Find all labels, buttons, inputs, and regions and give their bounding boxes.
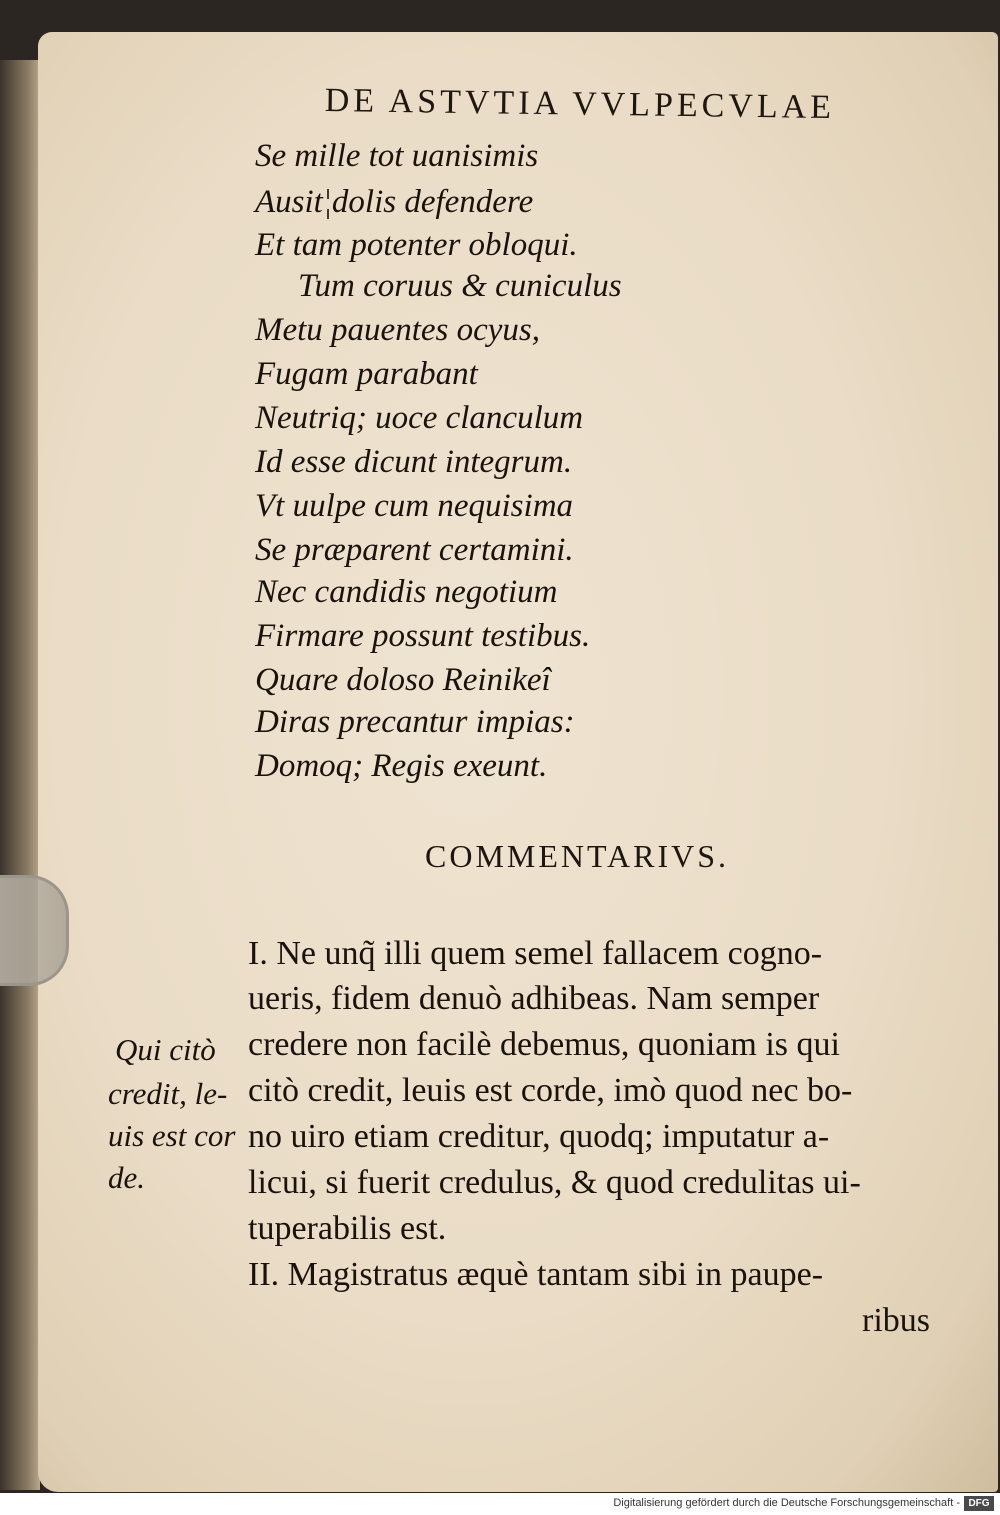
page-block-edge: [0, 60, 40, 1490]
commentary-line: I. Ne unq̃ illi quem semel fallacem cogno-: [248, 935, 823, 972]
verse-line: Domoq; Regis exeunt.: [255, 748, 548, 784]
dfg-logo: DFG: [964, 1496, 994, 1511]
verse-line: Se mille tot uanisimis: [255, 138, 539, 174]
commentary-line: no uiro etiam creditur, quodq; imputatur a-: [248, 1118, 830, 1155]
verse-line: Quare doloso Reinikeî: [255, 662, 551, 698]
verse-line: Metu pauentes ocyus,: [255, 312, 540, 348]
marginal-note-line: uis est cor: [108, 1118, 236, 1153]
verse-line: Neutriq; uoce clanculum: [255, 400, 584, 436]
verse-line: Id esse dicunt integrum.: [255, 444, 573, 480]
commentary-line: licui, si fuerit credulus, & quod credulitas ui-: [248, 1164, 861, 1201]
verse-line: Vt uulpe cum nequisima: [255, 488, 574, 524]
commentary-line: citò credit, leuis est corde, imò quod nec bo-: [248, 1072, 853, 1109]
catchword: ribus: [862, 1302, 930, 1339]
verse-line: Nec candidis negotium: [255, 574, 558, 610]
verse-line: Fugam parabant: [255, 356, 478, 392]
commentary-heading: COMMENTARIVS.: [425, 838, 730, 874]
verse-line: Et tam potenter obloqui.: [255, 227, 578, 263]
verse-line: Firmare possunt testibus.: [255, 618, 591, 654]
marginal-note-line: de.: [108, 1160, 146, 1195]
marginal-note-line: Qui citò: [115, 1032, 216, 1067]
verse-line: Se præparent certamini.: [255, 532, 574, 568]
verse-line: Tum coruus & cuniculus: [298, 268, 622, 304]
marginal-note-line: credit, le-: [108, 1076, 228, 1111]
commentary-line: II. Magistratus æquè tantam sibi in paupe-: [248, 1256, 824, 1293]
verse-line: Ausit¦dolis defendere: [255, 184, 534, 220]
commentary-line: ueris, fidem denuò adhibeas. Nam semper: [248, 980, 820, 1017]
running-head: DE ASTVTIA VVLPECVLAE: [324, 82, 836, 127]
commentary-line: tuperabilis est.: [248, 1210, 447, 1247]
commentary-line: credere non facilè debemus, quoniam is qui: [248, 1026, 840, 1063]
digitization-footer: [0, 1493, 1000, 1515]
page-clip: [0, 875, 69, 986]
footer-credit: Digitalisierung gefördert durch die Deutsche Forschungsgemeinschaft -: [613, 1497, 960, 1509]
verse-line: Diras precantur impias:: [255, 704, 575, 740]
